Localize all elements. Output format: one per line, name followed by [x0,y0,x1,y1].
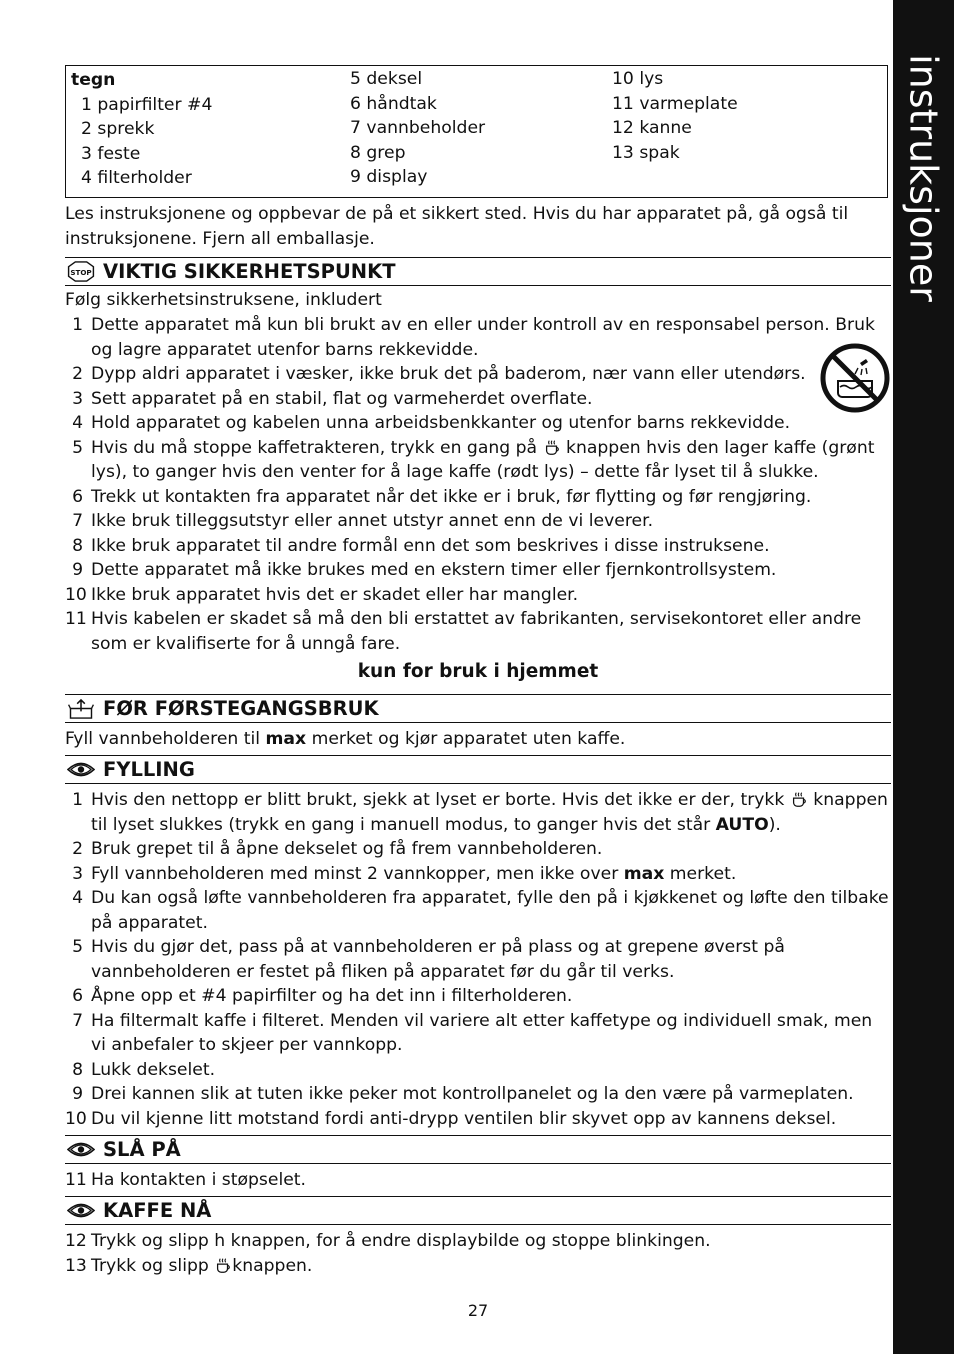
list-item: 11 Hvis kabelen er skadet så må den bli erstattet av fabrikanten, servisekontoret eller andre som er kvalifiserte for å unngå fare. [65,609,862,654]
list-item: 12 Trykk og slipp h knappen, for å endre displaybilde og stoppe blinkingen. [65,1231,711,1251]
page-number: 27 [467,1301,489,1320]
legend-item: 7 vannbeholder [350,118,486,138]
legend-item: 5 deksel [350,69,423,89]
filling-list [65,788,891,1131]
list-item: 4 Hold apparatet og kabelen unna arbeidsbenkkanter og utenfor barns rekkevidde. [72,413,791,433]
list-item: 8 Ikke bruk apparatet til andre formål enn det som beskrives i disse instruksene. [72,535,770,556]
legend-column-1 [71,68,212,191]
section-heading-text: VIKTIG SIKKERHETSPUNKT [103,260,396,283]
list-item: 7 Ha filtermalt kaffe i filteret. Menden vil variere alt etter kaffetype og individuell smak, men vi anbefaler to skjeer per vannkopp. [72,1010,873,1055]
eye-icon [67,1200,95,1221]
section-heading-safety [65,257,891,286]
section-heading-filling [65,755,891,784]
parts-legend [65,65,888,198]
legend-item: 12 kanne [612,118,692,138]
legend-column-3 [612,67,738,165]
section-heading-coffee-now [65,1196,891,1225]
legend-item: 11 varmeplate [612,93,738,114]
eye-icon [67,759,95,780]
side-tab [893,0,954,1354]
stop-icon-label: STOP [70,267,92,277]
list-item: 6 Åpne opp et #4 papirfilter og ha det inn i filterholderen. [72,986,573,1006]
unpack-box-icon [67,698,95,719]
legend-title: tegn [71,70,116,90]
coffee-cup-icon [543,438,561,456]
list-item: 4 Du kan også løfte vannbeholderen fra apparatet, fylle den på i kjøkkenet og løfte den tilbake på apparatet. [72,888,889,933]
section-heading-text: SLÅ PÅ [103,1138,181,1161]
safety-list [65,313,891,656]
list-item: 9 Dette apparatet må ikke brukes med en ekstern timer eller fjernkontrollsystem. [72,560,777,580]
list-item: 1 Dette apparatet må kun bli brukt av en eller under kontroll av en responsabel person. Bruk og lagre apparatet utenfor barns rekkevidde. [72,315,875,360]
first-use-text: Fyll vannbeholderen til max merket og kjør apparatet uten kaffe. [65,729,626,749]
section-heading-text: KAFFE NÅ [103,1199,212,1222]
eye-icon [67,1139,95,1160]
list-item: 8 Lukk dekselet. [72,1059,216,1080]
section-heading-first-use [65,694,891,723]
legend-item: 13 spak [612,142,680,163]
legend-column-2 [350,67,485,190]
stop-icon [67,261,95,282]
section-heading-text: FYLLING [103,758,195,781]
list-item: 2 Dypp aldri apparatet i væsker, ikke bruk det på baderom, nær vann eller utendørs. [72,364,806,384]
household-use-notice: kun for bruk i hjemmet [357,661,599,682]
list-item: 1 Hvis den nettopp er blitt brukt, sjekk at lyset er borte. Hvis det ikke er der, trykk knappen til lyset slukkes (trykk en gang i manuell modus, to ganger hvis det står AUTO). [72,790,888,835]
safety-intro: Følg sikkerhetsinstruksene, inkludert [65,290,382,310]
coffee-now-list [65,1229,891,1278]
side-tab-label: instruksjoner [901,54,946,302]
list-item: 3 Sett apparatet på en stabil, flat og varmeherdet overflate. [72,388,593,409]
list-item: 2 Bruk grepet til å åpne dekselet og få frem vannbeholderen. [72,839,603,859]
legend-item: 6 håndtak [350,93,437,114]
section-heading-switch-on [65,1135,891,1164]
list-item: 10 Ikke bruk apparatet hvis det er skadet eller har mangler. [65,584,579,605]
intro-paragraph: Les instruksjonene og oppbevar de på et sikkert sted. Hvis du har apparatet på, gå også til instruksjonene. Fjern all emballasje. [65,204,849,249]
legend-item: 4 filterholder [81,168,192,188]
legend-item: 2 sprekk [81,119,155,139]
legend-item: 8 grep [350,142,406,163]
list-item: 13 Trykk og slipp knappen. [65,1255,313,1276]
legend-item: 1 papirfilter #4 [81,94,213,115]
legend-item: 9 display [350,167,428,187]
list-item: 11 Ha kontakten i støpselet. [65,1170,307,1190]
list-item: 10 Du vil kjenne litt motstand fordi anti-drypp ventilen blir skyvet opp av kannens deksel. [65,1108,837,1129]
list-item: 7 Ikke bruk tilleggsutstyr eller annet utstyr annet enn de vi leverer. [72,511,654,531]
coffee-cup-icon [790,790,808,808]
list-item: 6 Trekk ut kontakten fra apparatet når det ikke er i bruk, før flytting og før rengjøring. [72,486,812,507]
coffee-cup-icon [214,1256,232,1274]
list-item: 5 Hvis du må stoppe kaffetrakteren, trykk en gang på knappen hvis den lager kaffe (grønt lys), to ganger hvis den venter for å lage kaffe (rødt lys) – dette får lyset til å slukke. [72,437,875,482]
switch-on-list [65,1168,891,1193]
legend-item: 3 feste [81,143,141,164]
list-item: 9 Drei kannen slik at tuten ikke peker mot kontrollpanelet og la den være på varmeplaten. [72,1084,854,1104]
legend-item: 10 lys [612,69,664,89]
list-item: 3 Fyll vannbeholderen med minst 2 vannkopper, men ikke over max merket. [72,863,737,884]
list-item: 5 Hvis du gjør det, pass på at vannbeholderen er på plass og at grepene øverst på vannbeholderen er festet på fliken på apparatet før du går til verks. [72,937,785,982]
section-heading-text: FØR FØRSTEGANGSBRUK [103,697,379,720]
